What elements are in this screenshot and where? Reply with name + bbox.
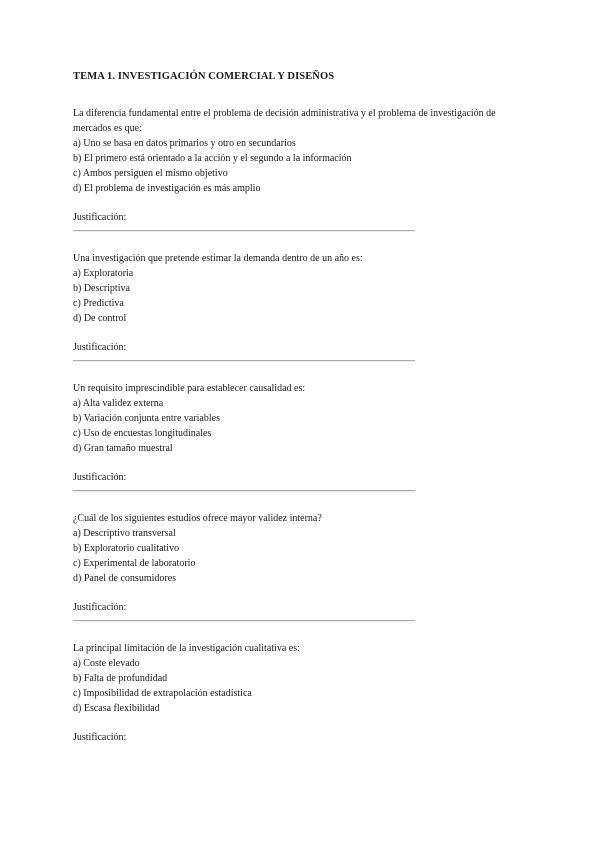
- option-c: c) Experimental de laboratorio: [73, 558, 196, 569]
- option-d: d) Panel de consumidores: [73, 573, 177, 584]
- option-a: a) Descriptivo transversal: [73, 528, 176, 539]
- option-b: b) Exploratorio cualitativo: [73, 543, 180, 554]
- option-c: c) Ambos persiguen el mismo objetivo: [73, 168, 228, 179]
- option-d: d) Gran tamaño muestral: [73, 443, 173, 454]
- option-b: b) Descriptiva: [73, 283, 130, 294]
- question-stem: ¿Cuál de los siguientes estudios ofrece mayor validez interna?: [73, 513, 322, 524]
- option-a: a) Alta validez externa: [73, 398, 164, 409]
- question-4: [73, 511, 533, 626]
- justification-label: Justificación:: [73, 342, 127, 353]
- option-c: c) Uso de encuestas longitudinales: [73, 428, 212, 439]
- justification-label: Justificación:: [73, 472, 127, 483]
- question-1: [73, 106, 533, 236]
- option-b: b) Variación conjunta entre variables: [73, 413, 220, 424]
- option-d: d) De control: [73, 313, 127, 324]
- justification-label: Justificación:: [73, 732, 127, 743]
- option-a: a) Coste elevado: [73, 658, 140, 669]
- question-stem: La principal limitación de la investigación cualitativa es:: [73, 643, 300, 654]
- justification-label: Justificación:: [73, 212, 127, 223]
- question-5: [73, 641, 533, 745]
- justification-line: ——————————————————————————————————————: [73, 485, 415, 495]
- justification-line: ——————————————————————————————————————: [73, 355, 415, 365]
- document-title: TEMA 1. INVESTIGACIÓN COMERCIAL Y DISEÑOS: [73, 71, 335, 82]
- option-a: a) Uno se basa en datos primarios y otro en secundarios: [73, 138, 296, 149]
- option-d: d) Escasa flexibilidad: [73, 703, 160, 714]
- justification-label: Justificación:: [73, 602, 127, 613]
- document-page: [73, 70, 533, 760]
- question-stem: Un requisito imprescindible para establecer causalidad es:: [73, 383, 306, 394]
- option-d: d) El problema de investigación es más amplio: [73, 183, 261, 194]
- question-2: [73, 251, 533, 366]
- question-stem: Una investigación que pretende estimar la demanda dentro de un año es:: [73, 253, 363, 264]
- option-b: b) Falta de profundidad: [73, 673, 168, 684]
- question-3: [73, 381, 533, 496]
- justification-line: ——————————————————————————————————————: [73, 615, 415, 625]
- option-c: c) Predictiva: [73, 298, 124, 309]
- option-b: b) El primero está orientado a la acción y el segundo a la información: [73, 153, 352, 164]
- option-c: c) Imposibilidad de extrapolación estadística: [73, 688, 252, 699]
- option-a: a) Exploratoria: [73, 268, 134, 279]
- question-stem: La diferencia fundamental entre el problema de decisión administrativa y el problema de investigación de mercados es que:: [73, 108, 496, 134]
- justification-line: ——————————————————————————————————————: [73, 225, 415, 235]
